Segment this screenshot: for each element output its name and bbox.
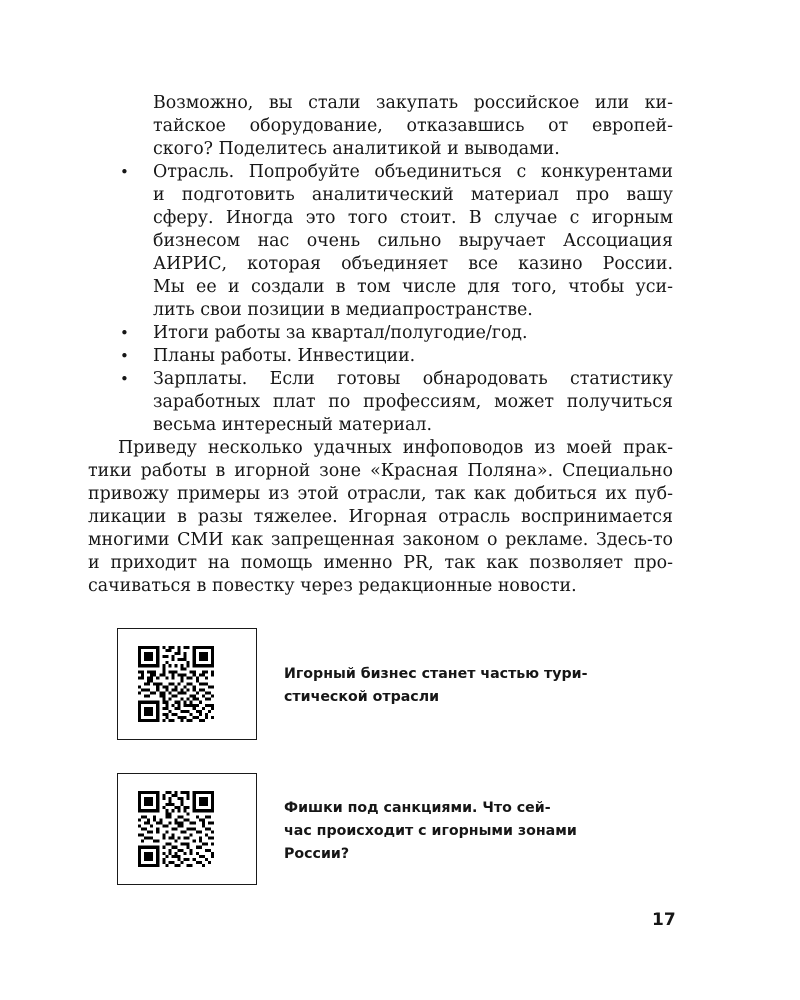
bullet-marker: • bbox=[120, 324, 129, 342]
text-line: сачиваться в повестку через редакционные новости. bbox=[88, 576, 577, 596]
text-line: ского? Поделитесь аналитикой и выводами. bbox=[153, 139, 560, 159]
text-line: привожу примеры из этой отрасли, так как добиться их пуб- bbox=[88, 484, 673, 504]
text-line: тайское оборудование, отказавшись от европей- bbox=[153, 116, 673, 136]
qr-code-frame[interactable] bbox=[117, 773, 257, 885]
text-line: и приходит на помощь именно PR, так как позволяет про- bbox=[88, 553, 673, 573]
bullet-marker: • bbox=[120, 370, 129, 388]
text-line: Возможно, вы стали закупать российское или ки- bbox=[153, 93, 673, 113]
text-line: и подготовить аналитический материал про вашу bbox=[153, 185, 673, 205]
text-line: Планы работы. Инвестиции. bbox=[153, 346, 416, 366]
qr-code-icon[interactable] bbox=[138, 646, 214, 722]
qr-code-frame[interactable] bbox=[117, 628, 257, 740]
page-number: 17 bbox=[652, 910, 676, 930]
qr-caption: России? bbox=[284, 846, 350, 862]
qr-caption: час происходит с игорными зонами bbox=[284, 823, 577, 839]
text-line: лить свои позиции в медиапространстве. bbox=[153, 300, 533, 320]
text-line: заработных плат по профессиям, может получиться bbox=[153, 392, 673, 412]
text-line: тики работы в игорной зоне «Красная Поляна». Специально bbox=[88, 461, 673, 481]
text-line: Зарплаты. Если готовы обнародовать статистику bbox=[153, 369, 673, 389]
qr-caption: Игорный бизнес станет частью тури- bbox=[284, 666, 588, 682]
text-line: сферу. Иногда это того стоит. В случае с игорным bbox=[153, 208, 673, 228]
text-line: АИРИС, которая объединяет все казино России. bbox=[153, 254, 673, 274]
qr-caption: Фишки под санкциями. Что сей- bbox=[284, 800, 551, 816]
bullet-marker: • bbox=[120, 347, 129, 365]
text-line: ликации в разы тяжелее. Игорная отрасль воспринимается bbox=[88, 507, 673, 527]
text-line: Отрасль. Попробуйте объединиться с конкурентами bbox=[153, 162, 673, 182]
text-line: Мы ее и создали в том числе для того, чтобы уси- bbox=[153, 277, 673, 297]
text-line: Приведу несколько удачных инфоповодов из моей прак- bbox=[118, 438, 673, 458]
text-line: многими СМИ как запрещенная законом о рекламе. Здесь-то bbox=[88, 530, 673, 550]
qr-code-icon[interactable] bbox=[138, 791, 214, 867]
text-line: Итоги работы за квартал/полугодие/год. bbox=[153, 323, 528, 343]
text-line: весьма интересный материал. bbox=[153, 415, 432, 435]
bullet-marker: • bbox=[120, 163, 129, 181]
text-line: бизнесом нас очень сильно выручает Ассоциация bbox=[153, 231, 673, 251]
qr-caption: стической отрасли bbox=[284, 689, 440, 705]
